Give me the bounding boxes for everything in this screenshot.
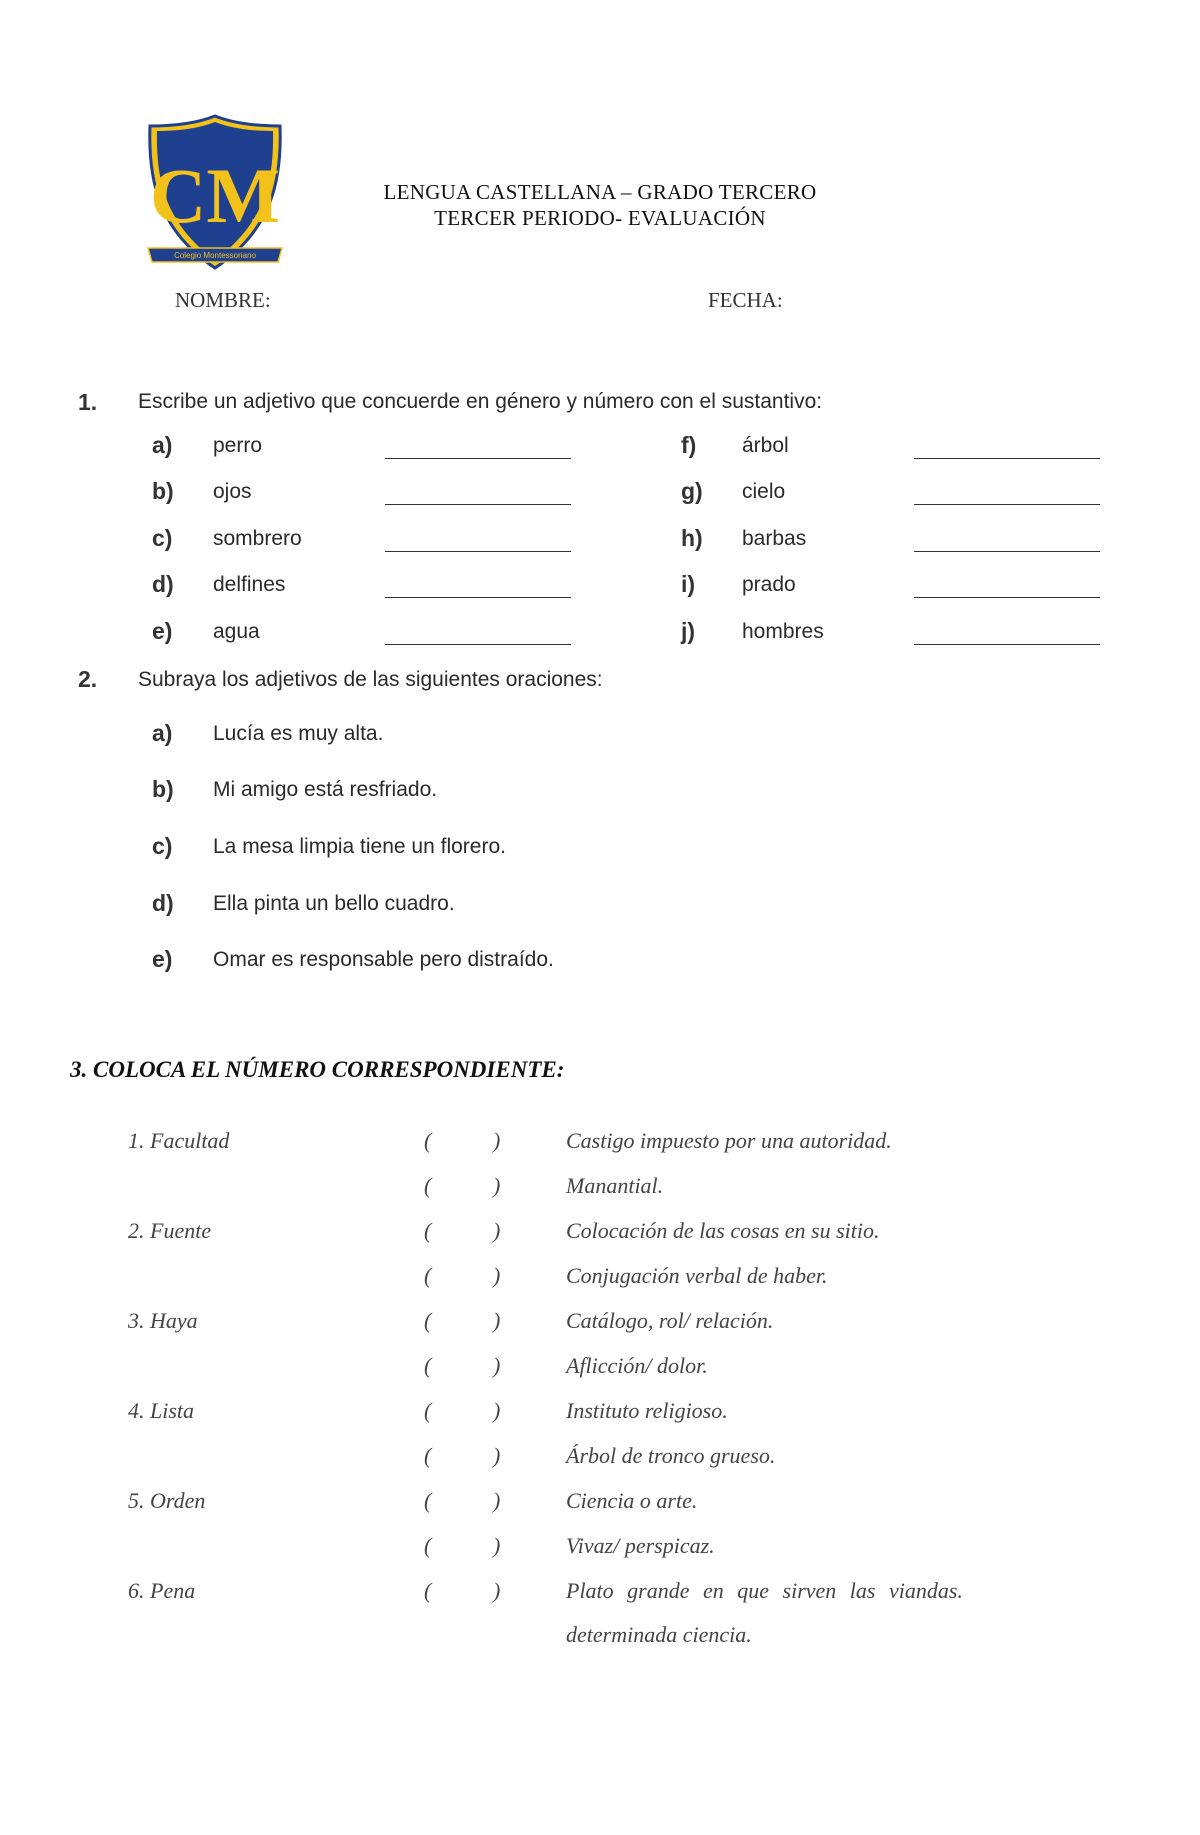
matching-row bbox=[0, 1578, 1200, 1608]
item-letter: d) bbox=[152, 571, 174, 597]
item-letter: f) bbox=[681, 432, 697, 458]
term-label: 2. Fuente bbox=[128, 1218, 212, 1243]
logo-monogram: CM bbox=[150, 152, 280, 239]
definition-text: Conjugación verbal de haber. bbox=[566, 1263, 828, 1288]
answer-paren-open[interactable]: ( bbox=[424, 1488, 432, 1513]
item-noun: hombres bbox=[742, 620, 824, 643]
term-label: 4. Lista bbox=[128, 1398, 195, 1423]
item-noun: agua bbox=[213, 620, 260, 643]
answer-paren-close[interactable]: ) bbox=[493, 1353, 501, 1378]
logo-banner-text: Colegio Montessoriano bbox=[174, 251, 256, 260]
answer-paren-close[interactable]: ) bbox=[493, 1398, 501, 1423]
matching-row bbox=[0, 1443, 1200, 1473]
answer-paren-close[interactable]: ) bbox=[493, 1533, 501, 1558]
sentence-text[interactable]: Ella pinta un bello cuadro. bbox=[213, 892, 455, 915]
answer-paren-close[interactable]: ) bbox=[493, 1488, 501, 1513]
term-label: 6. Pena bbox=[128, 1578, 196, 1603]
answer-paren-open[interactable]: ( bbox=[424, 1263, 432, 1288]
answer-blank-line[interactable] bbox=[914, 458, 1100, 459]
item-letter: g) bbox=[681, 478, 703, 504]
definition-text: Colocación de las cosas en su sitio. bbox=[566, 1218, 880, 1243]
answer-paren-close[interactable]: ) bbox=[493, 1578, 501, 1603]
question-1-number: 1. bbox=[78, 389, 98, 415]
answer-paren-open[interactable]: ( bbox=[424, 1128, 432, 1153]
answer-blank-line[interactable] bbox=[385, 597, 571, 598]
item-letter: i) bbox=[681, 571, 696, 597]
item-noun: árbol bbox=[742, 434, 789, 457]
answer-paren-close[interactable]: ) bbox=[493, 1308, 501, 1333]
adjective-item bbox=[152, 525, 592, 555]
adjective-item bbox=[681, 571, 1121, 601]
item-letter: b) bbox=[152, 478, 174, 504]
answer-paren-close[interactable]: ) bbox=[493, 1128, 501, 1153]
sentence-text[interactable]: La mesa limpia tiene un florero. bbox=[213, 835, 506, 858]
definition-text: Vivaz/ perspicaz. bbox=[566, 1533, 715, 1558]
sentence-text[interactable]: Lucía es muy alta. bbox=[213, 722, 384, 745]
answer-paren-close[interactable]: ) bbox=[493, 1263, 501, 1288]
question-2-instruction: Subraya los adjetivos de las siguientes oraciones: bbox=[138, 668, 603, 691]
sentence-letter: c) bbox=[152, 833, 173, 859]
matching-row bbox=[0, 1353, 1200, 1383]
answer-paren-open[interactable]: ( bbox=[424, 1173, 432, 1198]
item-noun: sombrero bbox=[213, 527, 302, 550]
answer-paren-close[interactable]: ) bbox=[493, 1443, 501, 1468]
adjective-item bbox=[681, 432, 1121, 462]
item-noun: prado bbox=[742, 573, 796, 596]
definition-text: Catálogo, rol/ relación. bbox=[566, 1308, 774, 1333]
answer-blank-line[interactable] bbox=[385, 458, 571, 459]
question-1-instruction: Escribe un adjetivo que concuerde en género y número con el sustantivo: bbox=[138, 390, 823, 413]
definition-text: Árbol de tronco grueso. bbox=[566, 1443, 776, 1468]
definition-text: Castigo impuesto por una autoridad. bbox=[566, 1128, 892, 1153]
item-noun: delfines bbox=[213, 573, 286, 596]
answer-blank-line[interactable] bbox=[914, 551, 1100, 552]
sentence-letter: b) bbox=[152, 776, 174, 802]
adjective-item bbox=[152, 571, 592, 601]
sentence-letter: a) bbox=[152, 720, 173, 746]
definition-text: Instituto religioso. bbox=[566, 1398, 728, 1423]
answer-paren-close[interactable]: ) bbox=[493, 1173, 501, 1198]
answer-blank-line[interactable] bbox=[914, 644, 1100, 645]
matching-row bbox=[0, 1263, 1200, 1293]
sentence-letter: e) bbox=[152, 946, 173, 972]
adjective-item bbox=[152, 478, 592, 508]
answer-paren-open[interactable]: ( bbox=[424, 1218, 432, 1243]
adjective-item bbox=[681, 525, 1121, 555]
sentence-letter: d) bbox=[152, 890, 174, 916]
document-title: LENGUA CASTELLANA – GRADO TERCERO bbox=[383, 180, 817, 204]
matching-row bbox=[0, 1488, 1200, 1518]
answer-paren-open[interactable]: ( bbox=[424, 1398, 432, 1423]
matching-row bbox=[0, 1128, 1200, 1158]
nombre-label: NOMBRE: bbox=[175, 288, 271, 312]
document-subtitle: TERCER PERIODO- EVALUACIÓN bbox=[434, 206, 766, 230]
answer-paren-close[interactable]: ) bbox=[493, 1218, 501, 1243]
adjective-item bbox=[681, 618, 1121, 648]
matching-row bbox=[0, 1173, 1200, 1203]
answer-blank-line[interactable] bbox=[914, 597, 1100, 598]
definition-text: Manantial. bbox=[566, 1173, 664, 1198]
question-2-number: 2. bbox=[78, 666, 98, 692]
matching-row bbox=[0, 1308, 1200, 1338]
question-3-title: 3. COLOCA EL NÚMERO CORRESPONDIENTE: bbox=[70, 1057, 565, 1082]
matching-row bbox=[0, 1218, 1200, 1248]
definition-text: Aflicción/ dolor. bbox=[566, 1353, 708, 1378]
item-noun: barbas bbox=[742, 527, 807, 550]
answer-blank-line[interactable] bbox=[385, 551, 571, 552]
answer-paren-open[interactable]: ( bbox=[424, 1308, 432, 1333]
adjective-item bbox=[681, 478, 1121, 508]
answer-paren-open[interactable]: ( bbox=[424, 1578, 432, 1603]
answer-blank-line[interactable] bbox=[385, 504, 571, 505]
definition-continuation: determinada ciencia. bbox=[566, 1622, 752, 1647]
item-noun: ojos bbox=[213, 480, 252, 503]
item-noun: perro bbox=[213, 434, 263, 457]
school-logo-icon bbox=[140, 110, 290, 280]
answer-blank-line[interactable] bbox=[385, 644, 571, 645]
answer-paren-open[interactable]: ( bbox=[424, 1533, 432, 1558]
item-letter: j) bbox=[681, 618, 696, 644]
matching-row bbox=[0, 1533, 1200, 1563]
item-letter: e) bbox=[152, 618, 173, 644]
sentence-text[interactable]: Omar es responsable pero distraído. bbox=[213, 948, 554, 971]
answer-blank-line[interactable] bbox=[914, 504, 1100, 505]
definition-text: Ciencia o arte. bbox=[566, 1488, 698, 1513]
item-letter: c) bbox=[152, 525, 173, 551]
matching-continuation-row bbox=[0, 1622, 1200, 1652]
item-letter: h) bbox=[681, 525, 703, 551]
matching-row bbox=[0, 1398, 1200, 1428]
answer-paren-open[interactable]: ( bbox=[424, 1353, 432, 1378]
adjective-item bbox=[152, 618, 592, 648]
fecha-label: FECHA: bbox=[708, 288, 783, 312]
term-label: 3. Haya bbox=[128, 1308, 198, 1333]
item-letter: a) bbox=[152, 432, 173, 458]
term-label: 5. Orden bbox=[128, 1488, 206, 1513]
term-label: 1. Facultad bbox=[128, 1128, 230, 1153]
sentence-text[interactable]: Mi amigo está resfriado. bbox=[213, 778, 438, 801]
definition-text: Plato grande en que sirven las viandas. bbox=[566, 1578, 963, 1603]
item-noun: cielo bbox=[742, 480, 786, 503]
adjective-item bbox=[152, 432, 592, 462]
answer-paren-open[interactable]: ( bbox=[424, 1443, 432, 1468]
